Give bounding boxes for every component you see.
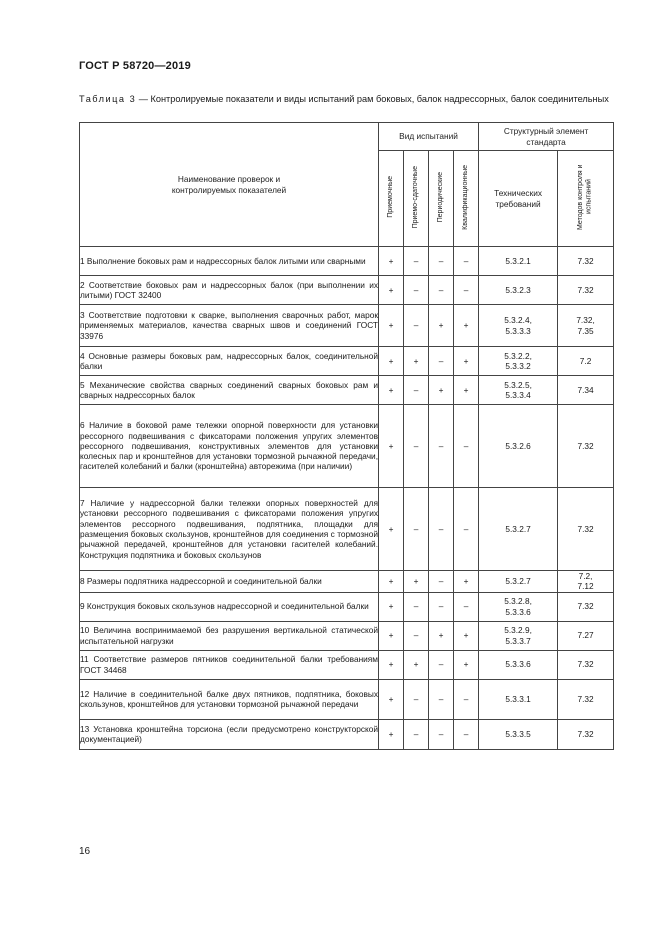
test-method-ref: 7.32 [558,247,614,276]
test-method-ref: 7.32 [558,650,614,679]
mark-delivery: – [404,276,429,305]
column-header-test-methods: Методов контроля и испытаний [558,151,614,247]
table-row [80,305,614,347]
mark-periodic: – [429,679,454,719]
test-method-ref: 7.32 [558,719,614,749]
row-name: 7 Наличие у надрессорной балки тележки опорных поверхностей для установки рессорного подвешивания с фиксаторами положения упругих элементов рессорного подвешивания, подпятника, площадки для размещения боковых скользунов, кронштейнов для соединения с тормозной рычажной передачей, кронштейнов для установки гасителей колебаний. Конструкция подпятника и боковых скользунов [80,488,379,571]
tech-requirement-ref: 5.3.3.1 [479,679,558,719]
row-name: 6 Наличие в боковой раме тележки опорной поверхности для установки рессорного подвешивания с фиксаторами положения упругих элементов рессорного подвешивания, конструктивных элементов для установки колесных пар и кронштейнов для установки тормозной рычажной передачи, гасителей колебаний и балки (кронштейна) авторежима (при наличии) [80,405,379,488]
row-name: 13 Установка кронштейна торсиона (если предусмотрено конструкторской документацией) [80,719,379,749]
column-header-acceptance: Приемочные [379,151,404,247]
mark-acceptance: + [379,405,404,488]
mark-periodic: – [429,347,454,376]
tech-requirement-ref: 5.3.2.7 [479,571,558,593]
mark-qualification: + [454,305,479,347]
mark-acceptance: + [379,247,404,276]
column-header-delivery: Приемо-сдаточные [404,151,429,247]
mark-acceptance: + [379,376,404,405]
mark-delivery: + [404,347,429,376]
table-row [80,621,614,650]
row-name: 9 Конструкция боковых скользунов надрессорной и соединительной балки [80,592,379,621]
mark-acceptance: + [379,347,404,376]
column-header-qualification: Квалификационные [454,151,479,247]
mark-delivery: – [404,679,429,719]
group-header-struct: Структурный элемент стандарта [479,123,614,151]
table-caption [79,93,613,105]
mark-qualification: – [454,679,479,719]
mark-delivery: – [404,405,429,488]
table-row [80,247,614,276]
table-row [80,719,614,749]
standard-header: ГОСТ Р 58720—2019 [79,60,191,72]
tech-requirement-ref: 5.3.2.6 [479,405,558,488]
table-row [80,276,614,305]
column-header-name: Наименование проверок и контролируемых показателей [80,123,379,247]
mark-delivery: – [404,488,429,571]
group-header-tests: Вид испытаний [379,123,479,151]
mark-acceptance: + [379,488,404,571]
table-caption-text: — Контролируемые показатели и виды испытаний рам боковых, балок надрессорных, балок соединительных [136,94,609,104]
mark-delivery: – [404,247,429,276]
row-name: 2 Соответствие боковых рам и надрессорных балок (при выполнении их литыми) ГОСТ 32400 [80,276,379,305]
row-name: 5 Механические свойства сварных соединений сварных боковых рам и сварных надрессорных балок [80,376,379,405]
mark-delivery: – [404,376,429,405]
mark-acceptance: + [379,276,404,305]
mark-periodic: + [429,376,454,405]
test-method-ref: 7.32 [558,488,614,571]
mark-delivery: – [404,719,429,749]
tech-requirement-ref: 5.3.2.5, 5.3.3.4 [479,376,558,405]
test-method-ref: 7.27 [558,621,614,650]
test-method-ref: 7.2 [558,347,614,376]
test-method-ref: 7.32 [558,405,614,488]
mark-qualification: – [454,405,479,488]
test-method-ref: 7.32 [558,679,614,719]
tech-requirement-ref: 5.3.2.7 [479,488,558,571]
mark-qualification: + [454,376,479,405]
mark-acceptance: + [379,650,404,679]
inspection-table [79,122,614,750]
table-caption-label: Таблица 3 [79,94,137,104]
table-row [80,347,614,376]
mark-delivery: – [404,305,429,347]
mark-qualification: – [454,488,479,571]
mark-delivery: + [404,650,429,679]
mark-periodic: – [429,719,454,749]
row-name: 11 Соответствие размеров пятников соединительной балки требованиям ГОСТ 34468 [80,650,379,679]
page-number: 16 [79,846,91,857]
tech-requirement-ref: 5.3.2.3 [479,276,558,305]
mark-qualification: + [454,347,479,376]
mark-delivery: – [404,592,429,621]
mark-periodic: – [429,592,454,621]
mark-periodic: + [429,621,454,650]
tech-requirement-ref: 5.3.2.8, 5.3.3.6 [479,592,558,621]
mark-acceptance: + [379,621,404,650]
table-row [80,650,614,679]
test-method-ref: 7.2, 7.12 [558,571,614,593]
table-row [80,376,614,405]
tech-requirement-ref: 5.3.2.4, 5.3.3.3 [479,305,558,347]
mark-acceptance: + [379,571,404,593]
mark-periodic: – [429,650,454,679]
row-name: 10 Величина воспринимаемой без разрушения вертикальной статической испытательной нагрузки [80,621,379,650]
mark-periodic: – [429,276,454,305]
mark-periodic: – [429,405,454,488]
mark-qualification: + [454,571,479,593]
tech-requirement-ref: 5.3.3.5 [479,719,558,749]
test-method-ref: 7.32 [558,592,614,621]
row-name: 4 Основные размеры боковых рам, надрессорных балок, соединительной балки [80,347,379,376]
table-row [80,592,614,621]
mark-qualification: – [454,247,479,276]
mark-periodic: + [429,305,454,347]
mark-periodic: – [429,247,454,276]
mark-acceptance: + [379,679,404,719]
mark-delivery: + [404,571,429,593]
row-name: 1 Выполнение боковых рам и надрессорных балок литыми или сварными [80,247,379,276]
tech-requirement-ref: 5.3.2.2, 5.3.3.2 [479,347,558,376]
mark-acceptance: + [379,592,404,621]
mark-qualification: – [454,592,479,621]
column-header-periodic: Периодические [429,151,454,247]
table-row [80,488,614,571]
row-name: 8 Размеры подпятника надрессорной и соединительной балки [80,571,379,593]
test-method-ref: 7.32, 7.35 [558,305,614,347]
tech-requirement-ref: 5.3.2.9, 5.3.3.7 [479,621,558,650]
mark-qualification: – [454,276,479,305]
mark-periodic: – [429,488,454,571]
table-row [80,571,614,593]
mark-delivery: – [404,621,429,650]
test-method-ref: 7.32 [558,276,614,305]
tech-requirement-ref: 5.3.2.1 [479,247,558,276]
mark-qualification: + [454,621,479,650]
table-row [80,405,614,488]
table-row [80,679,614,719]
mark-acceptance: + [379,305,404,347]
column-header-tech-requirements: Технических требований [479,151,558,247]
row-name: 3 Соответствие подготовки к сварке, выполнения сварочных работ, марок применяемых материалов, качества сварных швов и соединений ГОСТ 33976 [80,305,379,347]
mark-qualification: – [454,719,479,749]
tech-requirement-ref: 5.3.3.6 [479,650,558,679]
mark-qualification: + [454,650,479,679]
mark-periodic: – [429,571,454,593]
test-method-ref: 7.34 [558,376,614,405]
row-name: 12 Наличие в соединительной балке двух пятников, подпятника, боковых скользунов, кронштейнов для установки тормозной рычажной передачи [80,679,379,719]
mark-acceptance: + [379,719,404,749]
